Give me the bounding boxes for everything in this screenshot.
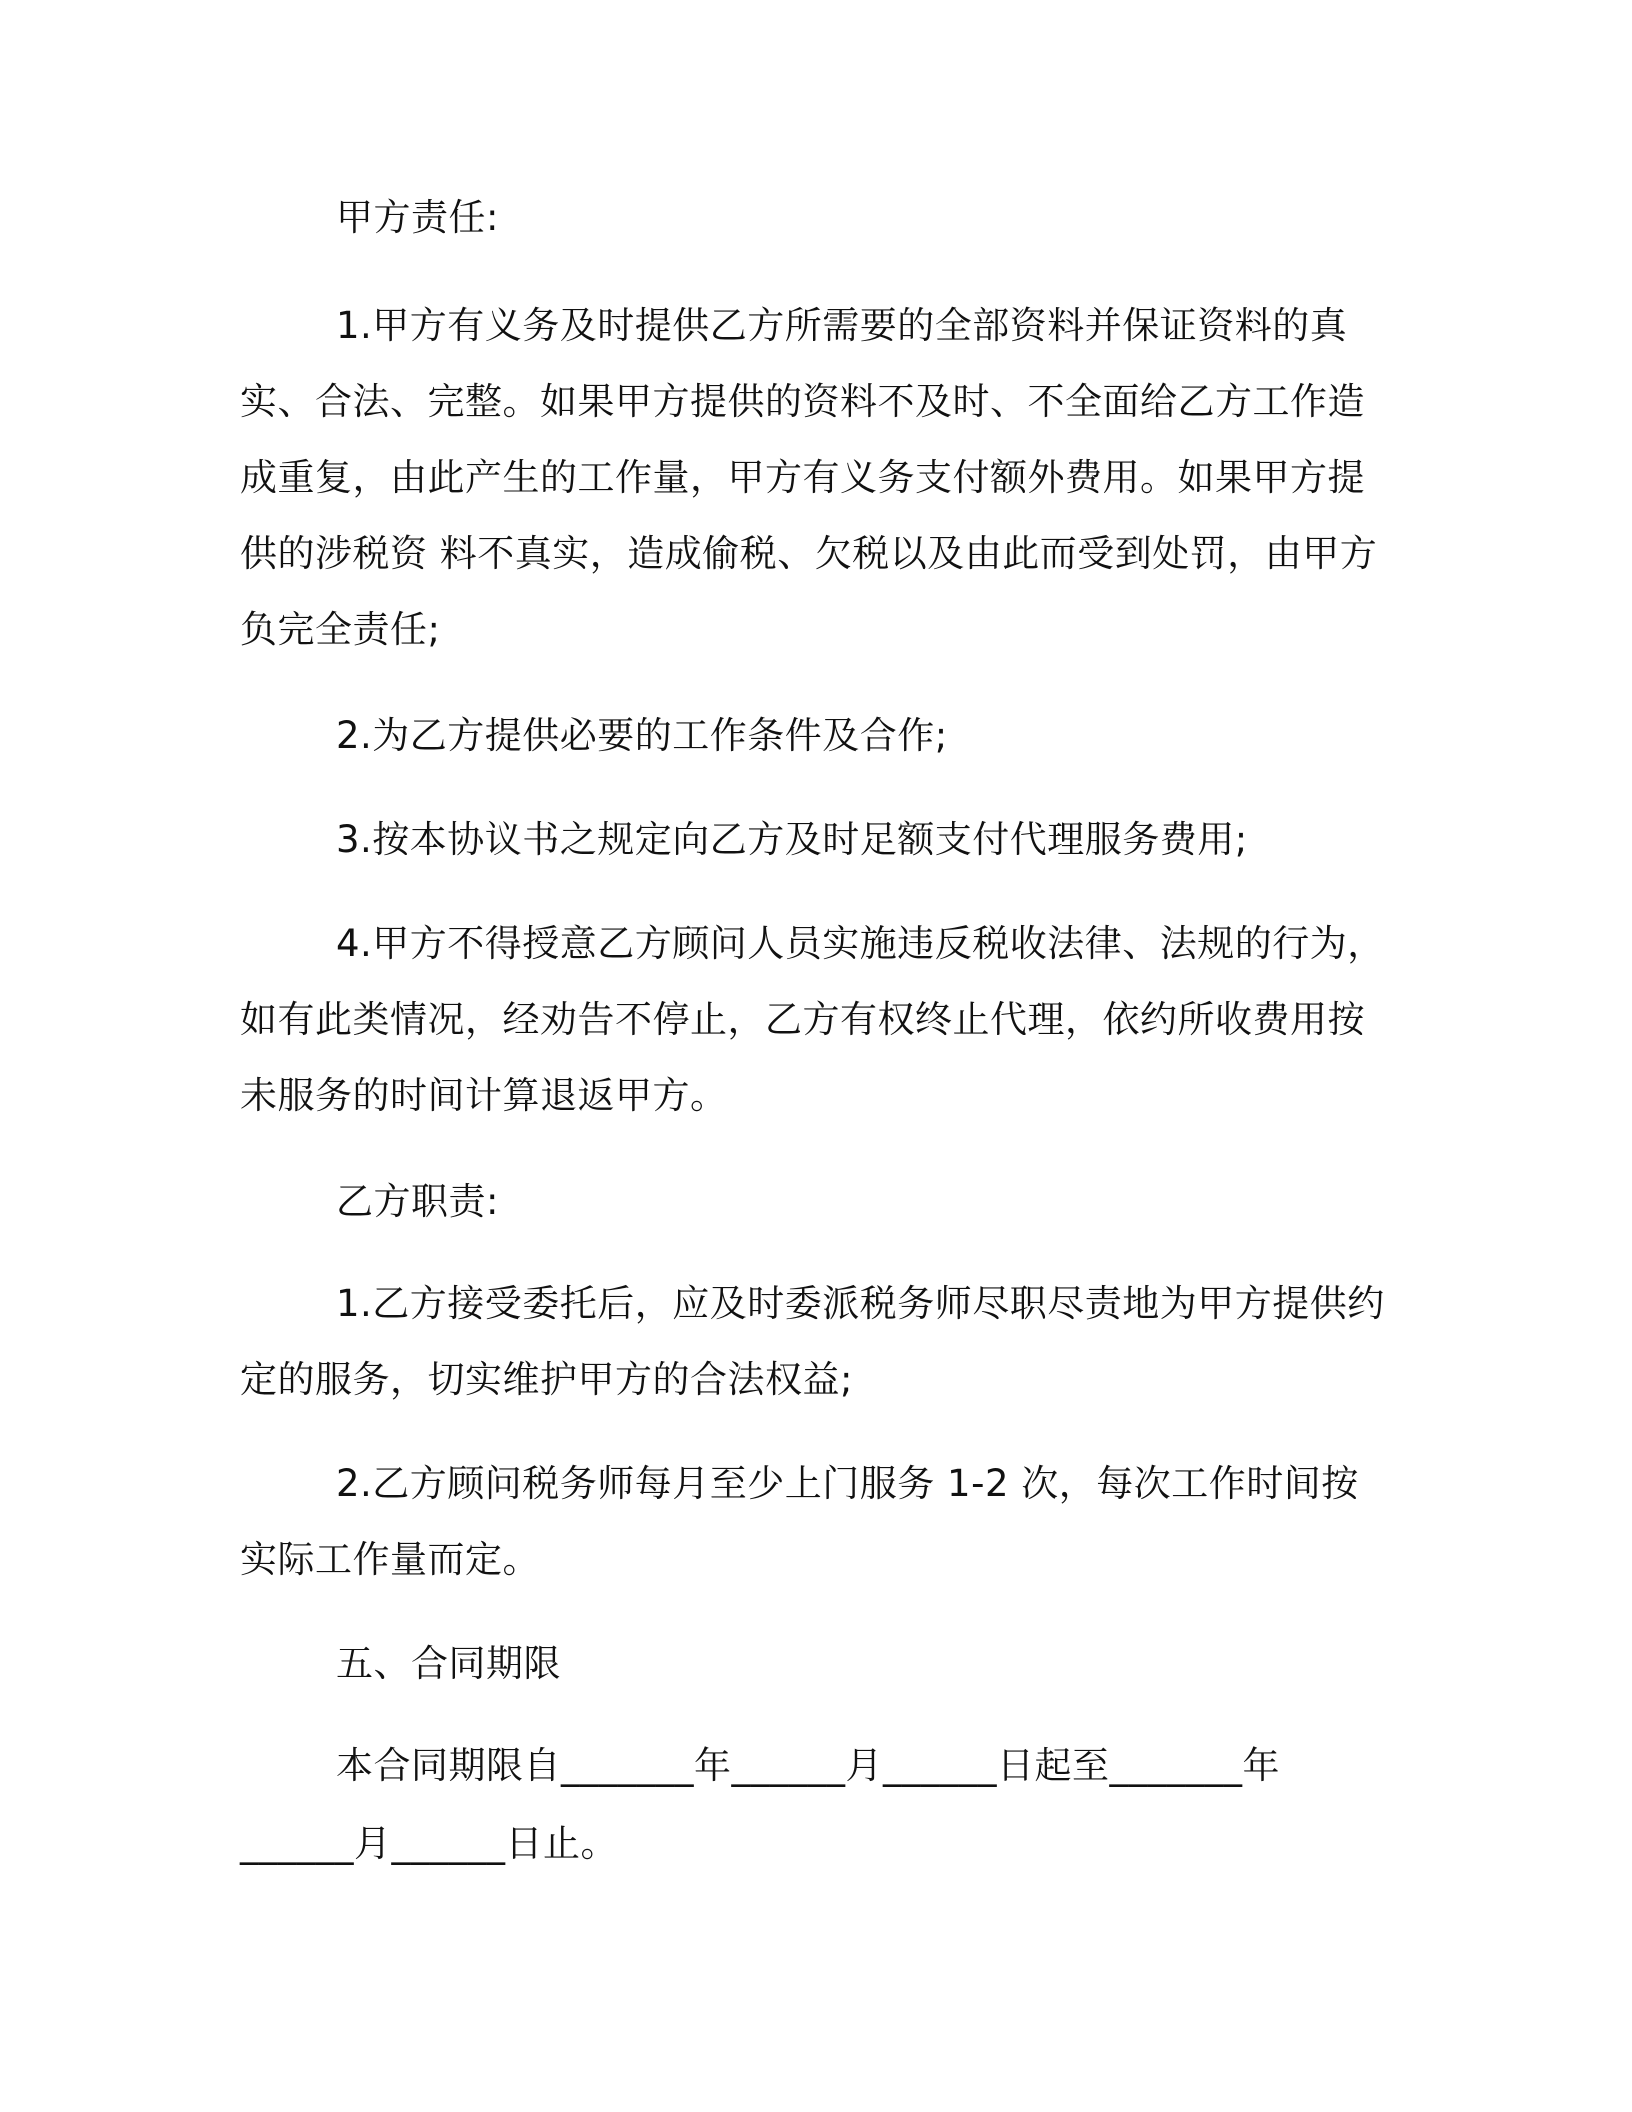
party-a-item-3: 3.按本协议书之规定向乙方及时足额支付代理服务费用;: [336, 818, 1248, 861]
party-b-heading: 乙方职责:: [336, 1180, 499, 1223]
party-b-item-2: 2.乙方顾问税务师每月至少上门服务 1-2 次，每次工作时间按实际工作量而定。: [240, 1462, 1359, 1581]
party-a-item-2: 2.为乙方提供必要的工作条件及合作;: [336, 714, 948, 757]
party-a-heading: 甲方责任:: [336, 196, 499, 239]
party-a-item-1: 1.甲方有义务及时提供乙方所需要的全部资料并保证资料的真实、合法、完整。如果甲方提供的资料不及时、不全面给乙方工作造成重复，由此产生的工作量，甲方有义务支付额外费用。如果甲方提供的涉税资 料不真实，造成偷税、欠税以及由此而受到处罚，由甲方负完全责任;: [240, 304, 1378, 651]
term-line-2: ______月______日止。: [240, 1822, 618, 1865]
party-b-item-1: 1.乙方接受委托后，应及时委派税务师尽职尽责地为甲方提供约定的服务，切实维护甲方的合法权益;: [240, 1282, 1385, 1401]
party-a-item-4: 4.甲方不得授意乙方顾问人员实施违反税收法律、法规的行为，如有此类情况，经劝告不停止，乙方有权终止代理，依约所收费用按未服务的时间计算退返甲方。: [240, 922, 1385, 1117]
term-line-1: 本合同期限自_______年______月______日起至_______年: [336, 1744, 1280, 1787]
section-5-heading: 五、合同期限: [336, 1642, 561, 1685]
